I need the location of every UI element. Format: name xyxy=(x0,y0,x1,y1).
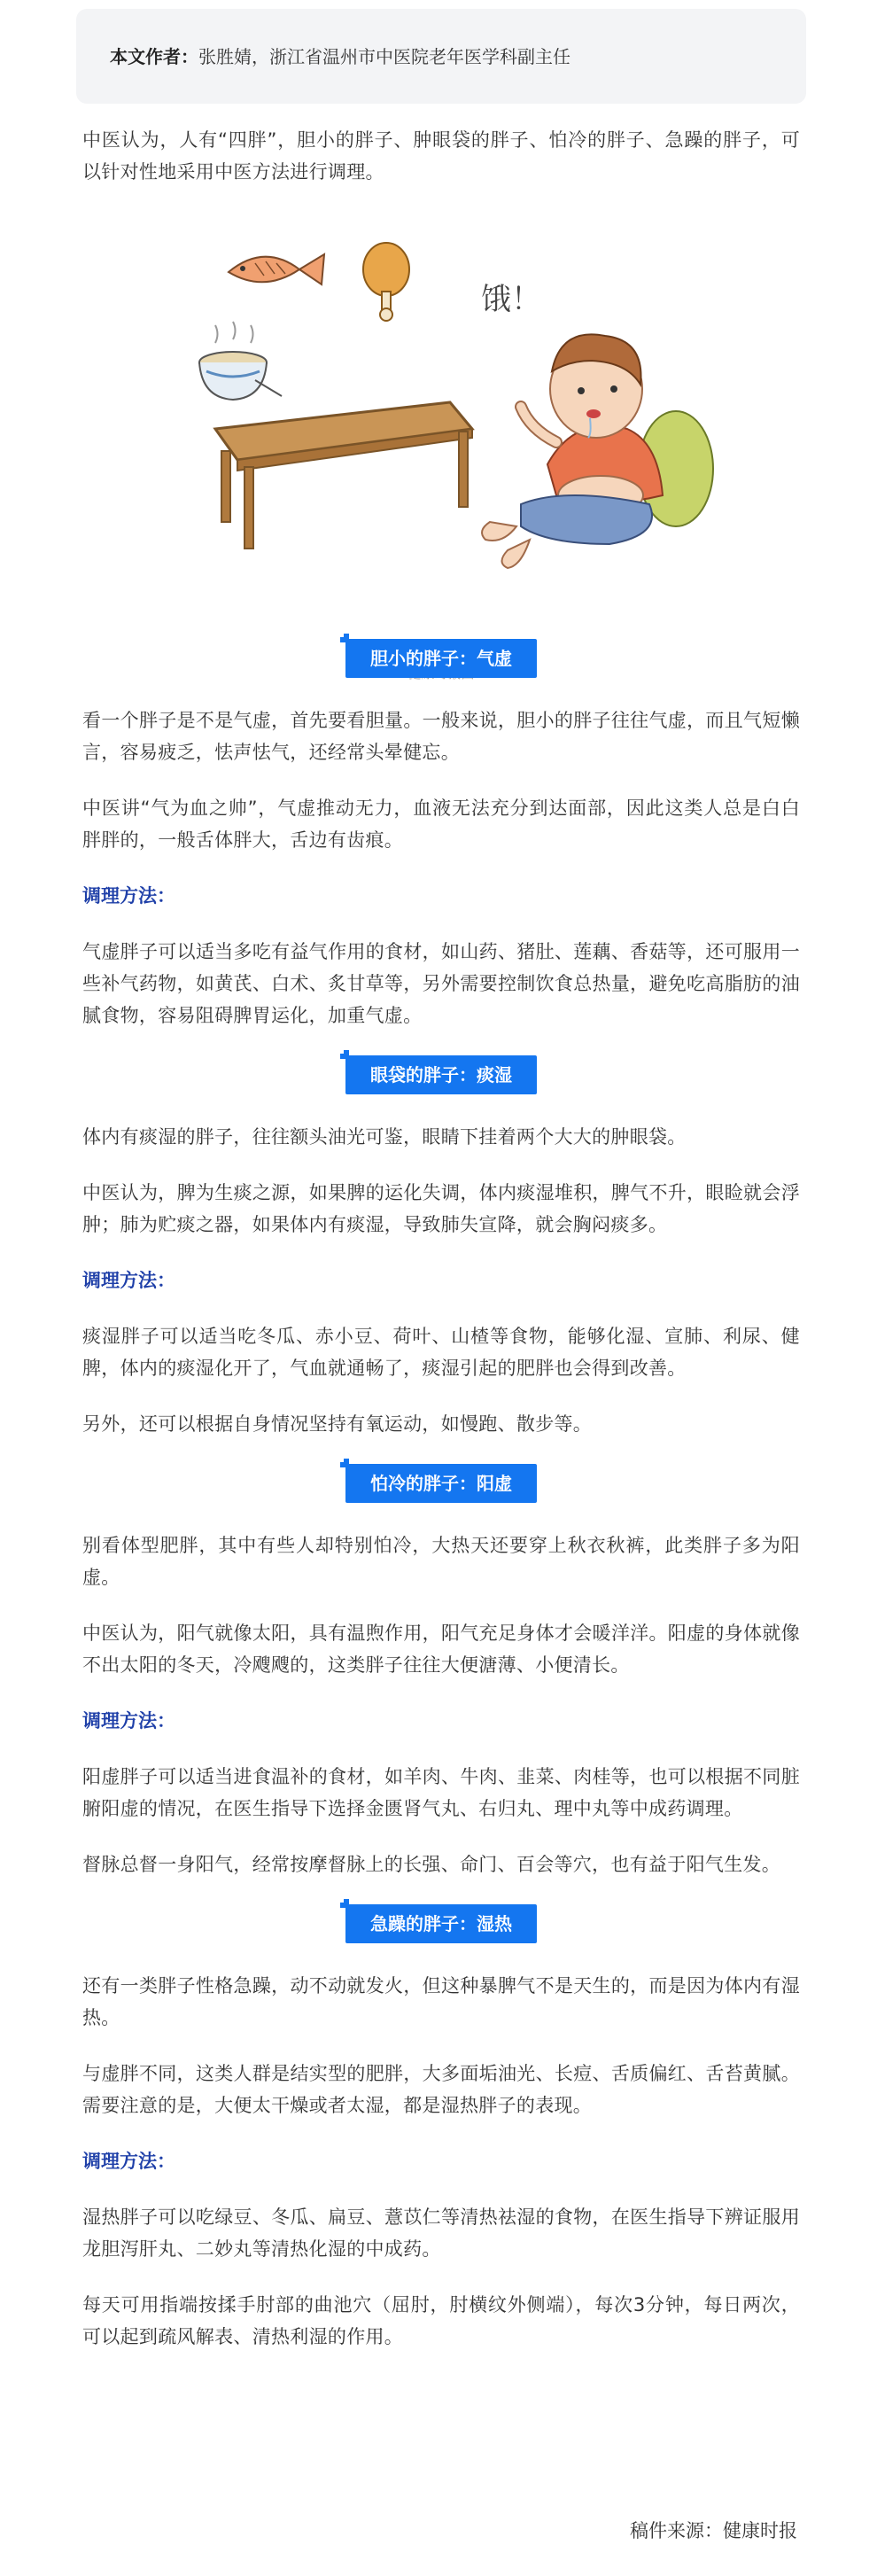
hungry-exclamation: 饿！ xyxy=(481,282,541,317)
noodle-bowl-illustration xyxy=(199,322,282,400)
table-illustration xyxy=(215,402,472,549)
paragraph: 阳虚胖子可以适当进食温补的食材，如羊肉、牛肉、韭菜、肉桂等，也可以根据不同脏腑阳虚的情况，在医生指导下选择金匮肾气丸、右归丸、理中丸等中成药调理。 xyxy=(82,1766,800,1819)
section-title-text: 胆小的胖子：气虚 xyxy=(370,648,512,669)
method-heading: 调理方法： xyxy=(82,1710,175,1732)
paragraph: 中医认为，脾为生痰之源，如果脾的运化失调，体内痰湿堆积，脾气不升，眼睑就会浮肿；肺为贮痰之器，如果体内有痰湿，导致肺失宣降，就会胸闷痰多。 xyxy=(82,1182,800,1235)
boy-illustration xyxy=(482,334,663,568)
article-body xyxy=(82,124,800,2377)
paragraph: 体内有痰湿的胖子，往往额头油光可鉴，眼睛下挂着两个大大的肿眼袋。 xyxy=(82,1126,687,1148)
paragraph: 与虚胖不同，这类人群是结实型的肥胖，大多面垢油光、长痘、舌质偏红、舌苔黄腻。需要注意的是，大便太干燥或者太湿，都是湿热胖子的表现。 xyxy=(82,2063,800,2116)
paragraph: 别看体型肥胖，其中有些人却特别怕冷，大热天还要穿上秋衣秋裤，此类胖子多为阳虚。 xyxy=(82,1535,800,1588)
hungry-boy-illustration xyxy=(167,238,716,655)
article-source: 稿件来源：健康时报 xyxy=(630,2520,797,2541)
title-corner-mark-inner xyxy=(340,1899,344,1903)
section-title xyxy=(345,1464,537,1503)
paragraph: 看一个胖子是不是气虚，首先要看胆量。一般来说，胆小的胖子往往气虚，而且气短懒言，容易疲乏，怯声怯气，还经常头晕健忘。 xyxy=(82,710,800,763)
paragraph: 督脉总督一身阳气，经常按摩督脉上的长强、命门、百会等穴，也有益于阳气生发。 xyxy=(82,1854,781,1875)
paragraph: 湿热胖子可以吃绿豆、冬瓜、扁豆、薏苡仁等清热祛湿的食物，在医生指导下辨证服用龙胆泻肝丸、二妙丸等清热化湿的中成药。 xyxy=(82,2206,800,2260)
section-title xyxy=(345,1904,537,1943)
section-title-text: 眼袋的胖子：痰湿 xyxy=(370,1064,512,1086)
paragraph: 还有一类胖子性格急躁，动不动就发火，但这种暴脾气不是天生的，而是因为体内有湿热。 xyxy=(82,1975,800,2028)
method-heading: 调理方法： xyxy=(82,2151,175,2172)
paragraph: 气虚胖子可以适当多吃有益气作用的食材，如山药、猪肚、莲藕、香菇等，还可服用一些补气药物，如黄芪、白术、炙甘草等，另外需要控制饮食总热量，避免吃高脂肪的油腻食物，容易阻碍脾胃运化，加重气虚。 xyxy=(82,941,800,1026)
author-value: 张胜婧，浙江省温州市中医院老年医学科副主任 xyxy=(198,45,570,67)
author-box xyxy=(76,9,806,104)
paragraph: 另外，还可以根据自身情况坚持有氧运动，如慢跑、散步等。 xyxy=(82,1413,593,1435)
section-title xyxy=(345,639,537,678)
section-title-text: 急躁的胖子：湿热 xyxy=(370,1913,512,1934)
title-corner-mark-inner xyxy=(340,1459,344,1462)
section-title xyxy=(345,1055,537,1094)
paragraph: 每天可用指端按揉手肘部的曲池穴（屈肘，肘横纹外侧端），每次3分钟，每日两次，可以起到疏风解表、清热利湿的作用。 xyxy=(82,2294,800,2347)
paragraph: 中医认为，阳气就像太阳，具有温煦作用，阳气充足身体才会暖洋洋。阳虚的身体就像不出太阳的冬天，冷飕飕的，这类胖子往往大便溏薄、小便清长。 xyxy=(82,1623,800,1676)
section-tanshi xyxy=(82,1055,800,1094)
paragraph: 痰湿胖子可以适当吃冬瓜、赤小豆、荷叶、山楂等食物，能够化湿、宣肺、利尿、健脾，体内的痰湿化开了，气血就通畅了，痰湿引起的肥胖也会得到改善。 xyxy=(82,1326,800,1379)
method-heading: 调理方法： xyxy=(82,885,175,907)
illustration xyxy=(82,212,800,612)
title-corner-mark-inner xyxy=(340,634,344,637)
intro-paragraph: 中医认为，人有“四胖”，胆小的胖子、肿眼袋的胖子、怕冷的胖子、急躁的胖子，可以针对性地采用中医方法进行调理。 xyxy=(82,129,800,183)
section-shire xyxy=(82,1904,800,1943)
title-corner-mark-inner xyxy=(340,1050,344,1054)
section-title-text: 怕冷的胖子：阳虚 xyxy=(370,1473,512,1494)
section-yangxu xyxy=(82,1464,800,1503)
author-label: 本文作者： xyxy=(110,45,198,67)
fish-illustration xyxy=(229,254,324,284)
drumstick-illustration xyxy=(363,243,409,321)
method-heading: 调理方法： xyxy=(82,1270,175,1291)
paragraph: 中医讲“气为血之帅”，气虚推动无力，血液无法充分到达面部，因此这类人总是白白胖胖的，一般舌体胖大，舌边有齿痕。 xyxy=(82,798,800,851)
